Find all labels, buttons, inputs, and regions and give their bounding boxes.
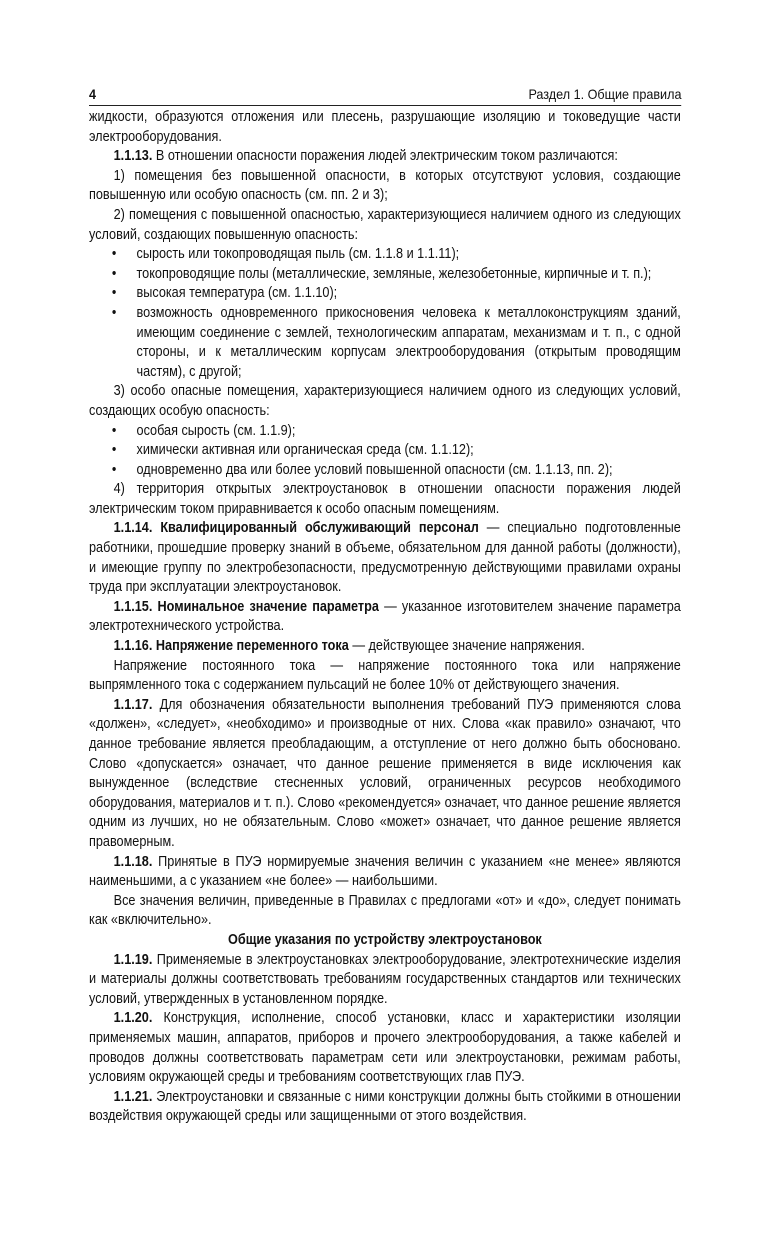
bullet-icon: •	[111, 442, 117, 459]
paragraph: 1) помещения без повышенной опасности, в которых отсутствуют условия, создающие повышенную или особую опасность (см. пп. 2 и 3);	[89, 167, 681, 204]
bullet-icon: •	[111, 422, 117, 439]
list-item: • сырость или токопроводящая пыль (см. 1.1.8 и 1.1.11);	[89, 245, 681, 265]
clause-number: 1.1.18.	[113, 853, 153, 870]
list-item: • одновременно два или более условий повышенной опасности (см. 1.1.13, пп. 2);	[89, 461, 681, 481]
paragraph: 2) помещения с повышенной опасностью, характеризующиеся наличием одного из следующих условий, создающих повышенную опасность:	[89, 206, 681, 243]
clause-1-1-18: 1.1.18. Принятые в ПУЭ нормируемые значения величин с указанием «не менее» являются наименьшими, а с указанием «не более» — наибольшими.	[89, 853, 681, 890]
term: Напряжение переменного тока	[152, 638, 349, 655]
section-heading: Общие указания по устройству электроустановок	[228, 931, 542, 948]
bullet-icon: •	[111, 285, 117, 302]
clause-1-1-21: 1.1.21. Электроустановки и связанные с ними конструкции должны быть стойкими в отношении воздействия окружающей среды или защищенными от этого воздействия.	[89, 1088, 681, 1125]
list-item: • особая сырость (см. 1.1.9);	[89, 422, 681, 442]
list-item: • химически активная или органическая среда (см. 1.1.12);	[89, 441, 681, 461]
paragraph: Все значения величин, приведенные в Правилах с предлогами «от» и «до», следует понимать как «включительно».	[89, 892, 681, 929]
clause-number: 1.1.13.	[113, 148, 153, 165]
clause-number: 1.1.16.	[113, 638, 153, 655]
page-header	[89, 86, 681, 106]
clause-number: 1.1.14.	[113, 520, 153, 537]
page-number: 4	[89, 86, 97, 102]
clause-number: 1.1.21.	[113, 1088, 153, 1105]
running-section-title: Раздел 1. Общие правила	[528, 86, 682, 102]
paragraph: Напряжение постоянного тока — напряжение постоянного тока или напряжение выпрямленного тока с содержанием пульсаций не более 10% от действующего значения.	[89, 657, 681, 694]
clause-1-1-13: 1.1.13. В отношении опасности поражения людей электрическим током различаются:	[113, 148, 618, 165]
clause-1-1-19: 1.1.19. Применяемые в электроустановках электрооборудование, электротехнические изделия и материалы должны соответствовать требованиям государственных стандартов или технических условий, утвержденных в установленном порядке.	[89, 951, 681, 1007]
paragraph: 4) территория открытых электроустановок в отношении опасности поражения людей электрическим током приравнивается к особо опасным помещениям.	[89, 481, 681, 517]
clause-1-1-14: 1.1.14. Квалифицированный обслуживающий персонал — специально подготовленные работники, прошедшие проверку знаний в объеме, обязательном для данной работы (должности), и имеющие группу по электробезопасности, предусмотренную действующими правилами охраны труда при эксплуатации электроустановок.	[89, 520, 681, 596]
list-item: • возможность одновременного прикосновения человека к металлоконструкциям зданий, имеющим соединение с землей, технологическим аппаратам, механизмам и т. п., с одной стороны, и к металлическим корпусам электрооборудования (открытым проводящим частям), с другой;	[111, 304, 681, 380]
document-page	[89, 86, 681, 1127]
clause-number: 1.1.19.	[113, 951, 153, 968]
paragraph: 3) особо опасные помещения, характеризующиеся наличием одного из следующих условий, создающих особую опасность:	[89, 383, 681, 419]
bullet-icon: •	[111, 265, 117, 282]
clause-1-1-20: 1.1.20. Конструкция, исполнение, способ установки, класс и характеристики изоляции применяемых машин, аппаратов, приборов и прочего электрооборудования, а также кабелей и проводов должны соответствовать параметрам сети или электроустановки, режимам работы, условиям окружающей среды и требованиям соответствующих глав ПУЭ.	[89, 1010, 681, 1086]
paragraph: жидкости, образуются отложения или плесень, разрушающие изоляцию и токоведущие части электрооборудования.	[89, 109, 681, 145]
clause-number: 1.1.20.	[113, 1010, 153, 1027]
clause-number: 1.1.17.	[113, 696, 153, 713]
bullet-icon: •	[111, 304, 117, 321]
clause-1-1-17: 1.1.17. Для обозначения обязательности выполнения требований ПУЭ применяются слова «должен», «следует», «необходимо» и производные от них. Слова «как правило» означают, что данное требование является преобладающим, а отступление от него должно быть обосновано. Слово «допускается» означает, что данное решение применяется в виде исключения как вынужденное (вследствие стесненных условий, ограниченных ресурсов необходимого оборудования, материалов и т. п.). Слово «рекомендуется» означает, что данное решение является одним из лучших, но не обязательным. Слово «может» означает, что данное решение является правомерным.	[89, 696, 681, 850]
clause-1-1-16: 1.1.16. Напряжение переменного тока — действующее значение напряжения.	[113, 638, 585, 655]
bullet-icon: •	[111, 461, 117, 478]
list-item: • токопроводящие полы (металлические, земляные, железобетонные, кирпичные и т. п.);	[89, 265, 681, 285]
list-item: • высокая температура (см. 1.1.10);	[89, 284, 681, 304]
term: Квалифицированный обслуживающий персонал	[152, 520, 479, 537]
term: Номинальное значение параметра	[152, 598, 379, 615]
clause-1-1-15: 1.1.15. Номинальное значение параметра — указанное изготовителем значение параметра электротехнического устройства.	[89, 598, 681, 635]
page-body	[89, 108, 681, 1127]
clause-number: 1.1.15.	[113, 598, 153, 615]
bullet-icon: •	[111, 246, 117, 263]
